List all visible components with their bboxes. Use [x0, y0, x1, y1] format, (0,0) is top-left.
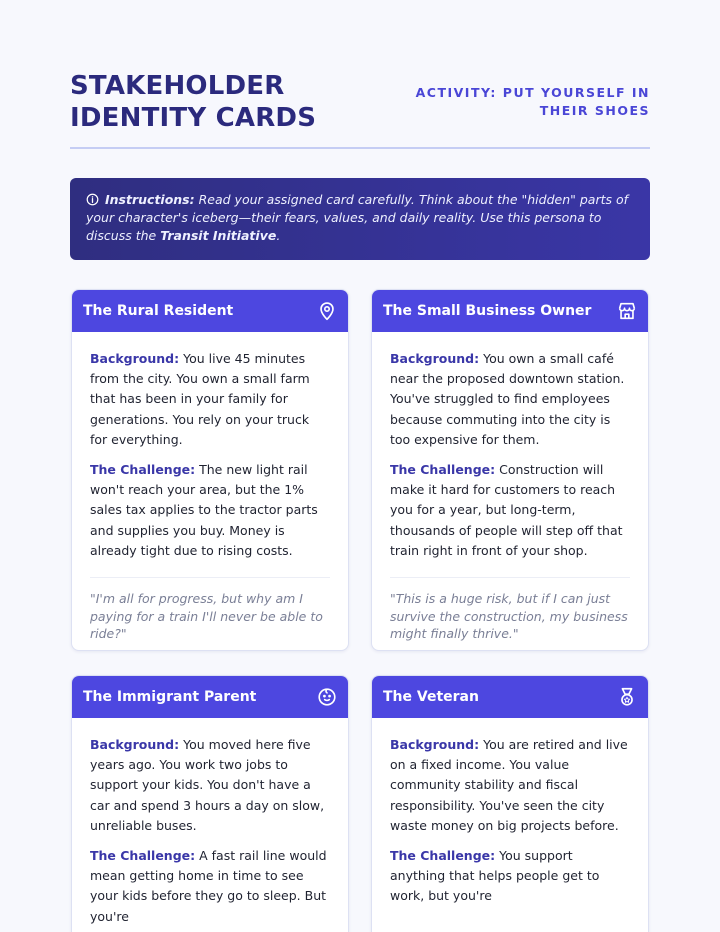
card-small-business-owner [371, 289, 649, 651]
challenge-label: The Challenge: [390, 462, 496, 478]
instructions-lead: Instructions: [105, 192, 195, 207]
card-header [372, 290, 648, 332]
card-rural-resident [71, 289, 349, 651]
activity-label: ACTIVITY: PUT YOURSELF IN THEIR SHOES [415, 85, 650, 118]
background-label: Background: [390, 737, 480, 752]
card-immigrant-parent [71, 675, 349, 932]
instructions-emphasis: Transit Initiative [160, 228, 277, 243]
map-pin-icon [316, 300, 338, 322]
baby-face-icon [316, 686, 338, 708]
card-quote: "I'm all for progress, but why am I paying for a train I'll never be able to ride?" [90, 577, 330, 643]
header-divider [70, 147, 650, 149]
medal-icon [616, 686, 638, 708]
card-header [72, 676, 348, 718]
card-header [72, 290, 348, 332]
background-label: Background: [90, 351, 180, 366]
card-veteran [371, 675, 649, 932]
page-header [70, 70, 650, 132]
background-text: You moved here five years ago. You work two jobs to support your kids. You don't have a car and spend 3 hours a day on slow, unreliable buses. [90, 737, 325, 833]
card-title: The Rural Resident [83, 303, 234, 319]
page-title: STAKEHOLDER IDENTITY CARDS [70, 71, 317, 133]
challenge-text: Construction will make it hard for customers to reach you for a year, but long-term, thousands of people will step off that train right in front of your shop. [390, 462, 623, 558]
challenge-label: The Challenge: [90, 462, 196, 478]
background-label: Background: [390, 351, 480, 366]
instructions-text: Read your assigned card carefully. Think about the "hidden" parts of your character's iceberg—their fears, values, and daily reality. Use this persona to discuss the [86, 192, 629, 243]
card-title: The Immigrant Parent [83, 689, 257, 705]
background-label: Background: [90, 737, 180, 752]
challenge-text: The new light rail won't reach your area, but the 1% sales tax applies to the tractor parts and supplies you buy. Money is already tight due to rising costs. [90, 462, 318, 558]
background-text: You are retired and live on a fixed income. You value community stability and fiscal responsibility. You've seen the city waste money on big projects before. [390, 737, 628, 833]
card-title: The Veteran [383, 689, 479, 705]
challenge-text: You support anything that helps people get to work, but you're [390, 848, 600, 904]
challenge-label: The Challenge: [90, 848, 196, 864]
background-text: You live 45 minutes from the city. You own a small farm that has been in your family for generations. You rely on your truck for everything. [90, 351, 310, 447]
challenge-text: A fast rail line would mean getting home in time to see your kids before they go to sleep. But you're [90, 848, 327, 924]
instructions-end: . [276, 228, 281, 243]
challenge-label: The Challenge: [390, 848, 496, 864]
instructions-box [70, 178, 650, 260]
background-text: You own a small café near the proposed downtown station. You've struggled to find employees because commuting into the city is too expensive for them. [390, 351, 625, 447]
card-quote: "This is a huge risk, but if I can just survive the construction, my business might finally thrive." [390, 577, 630, 643]
card-title: The Small Business Owner [383, 303, 592, 319]
card-header [372, 676, 648, 718]
info-icon [86, 193, 99, 206]
storefront-icon [616, 300, 638, 322]
